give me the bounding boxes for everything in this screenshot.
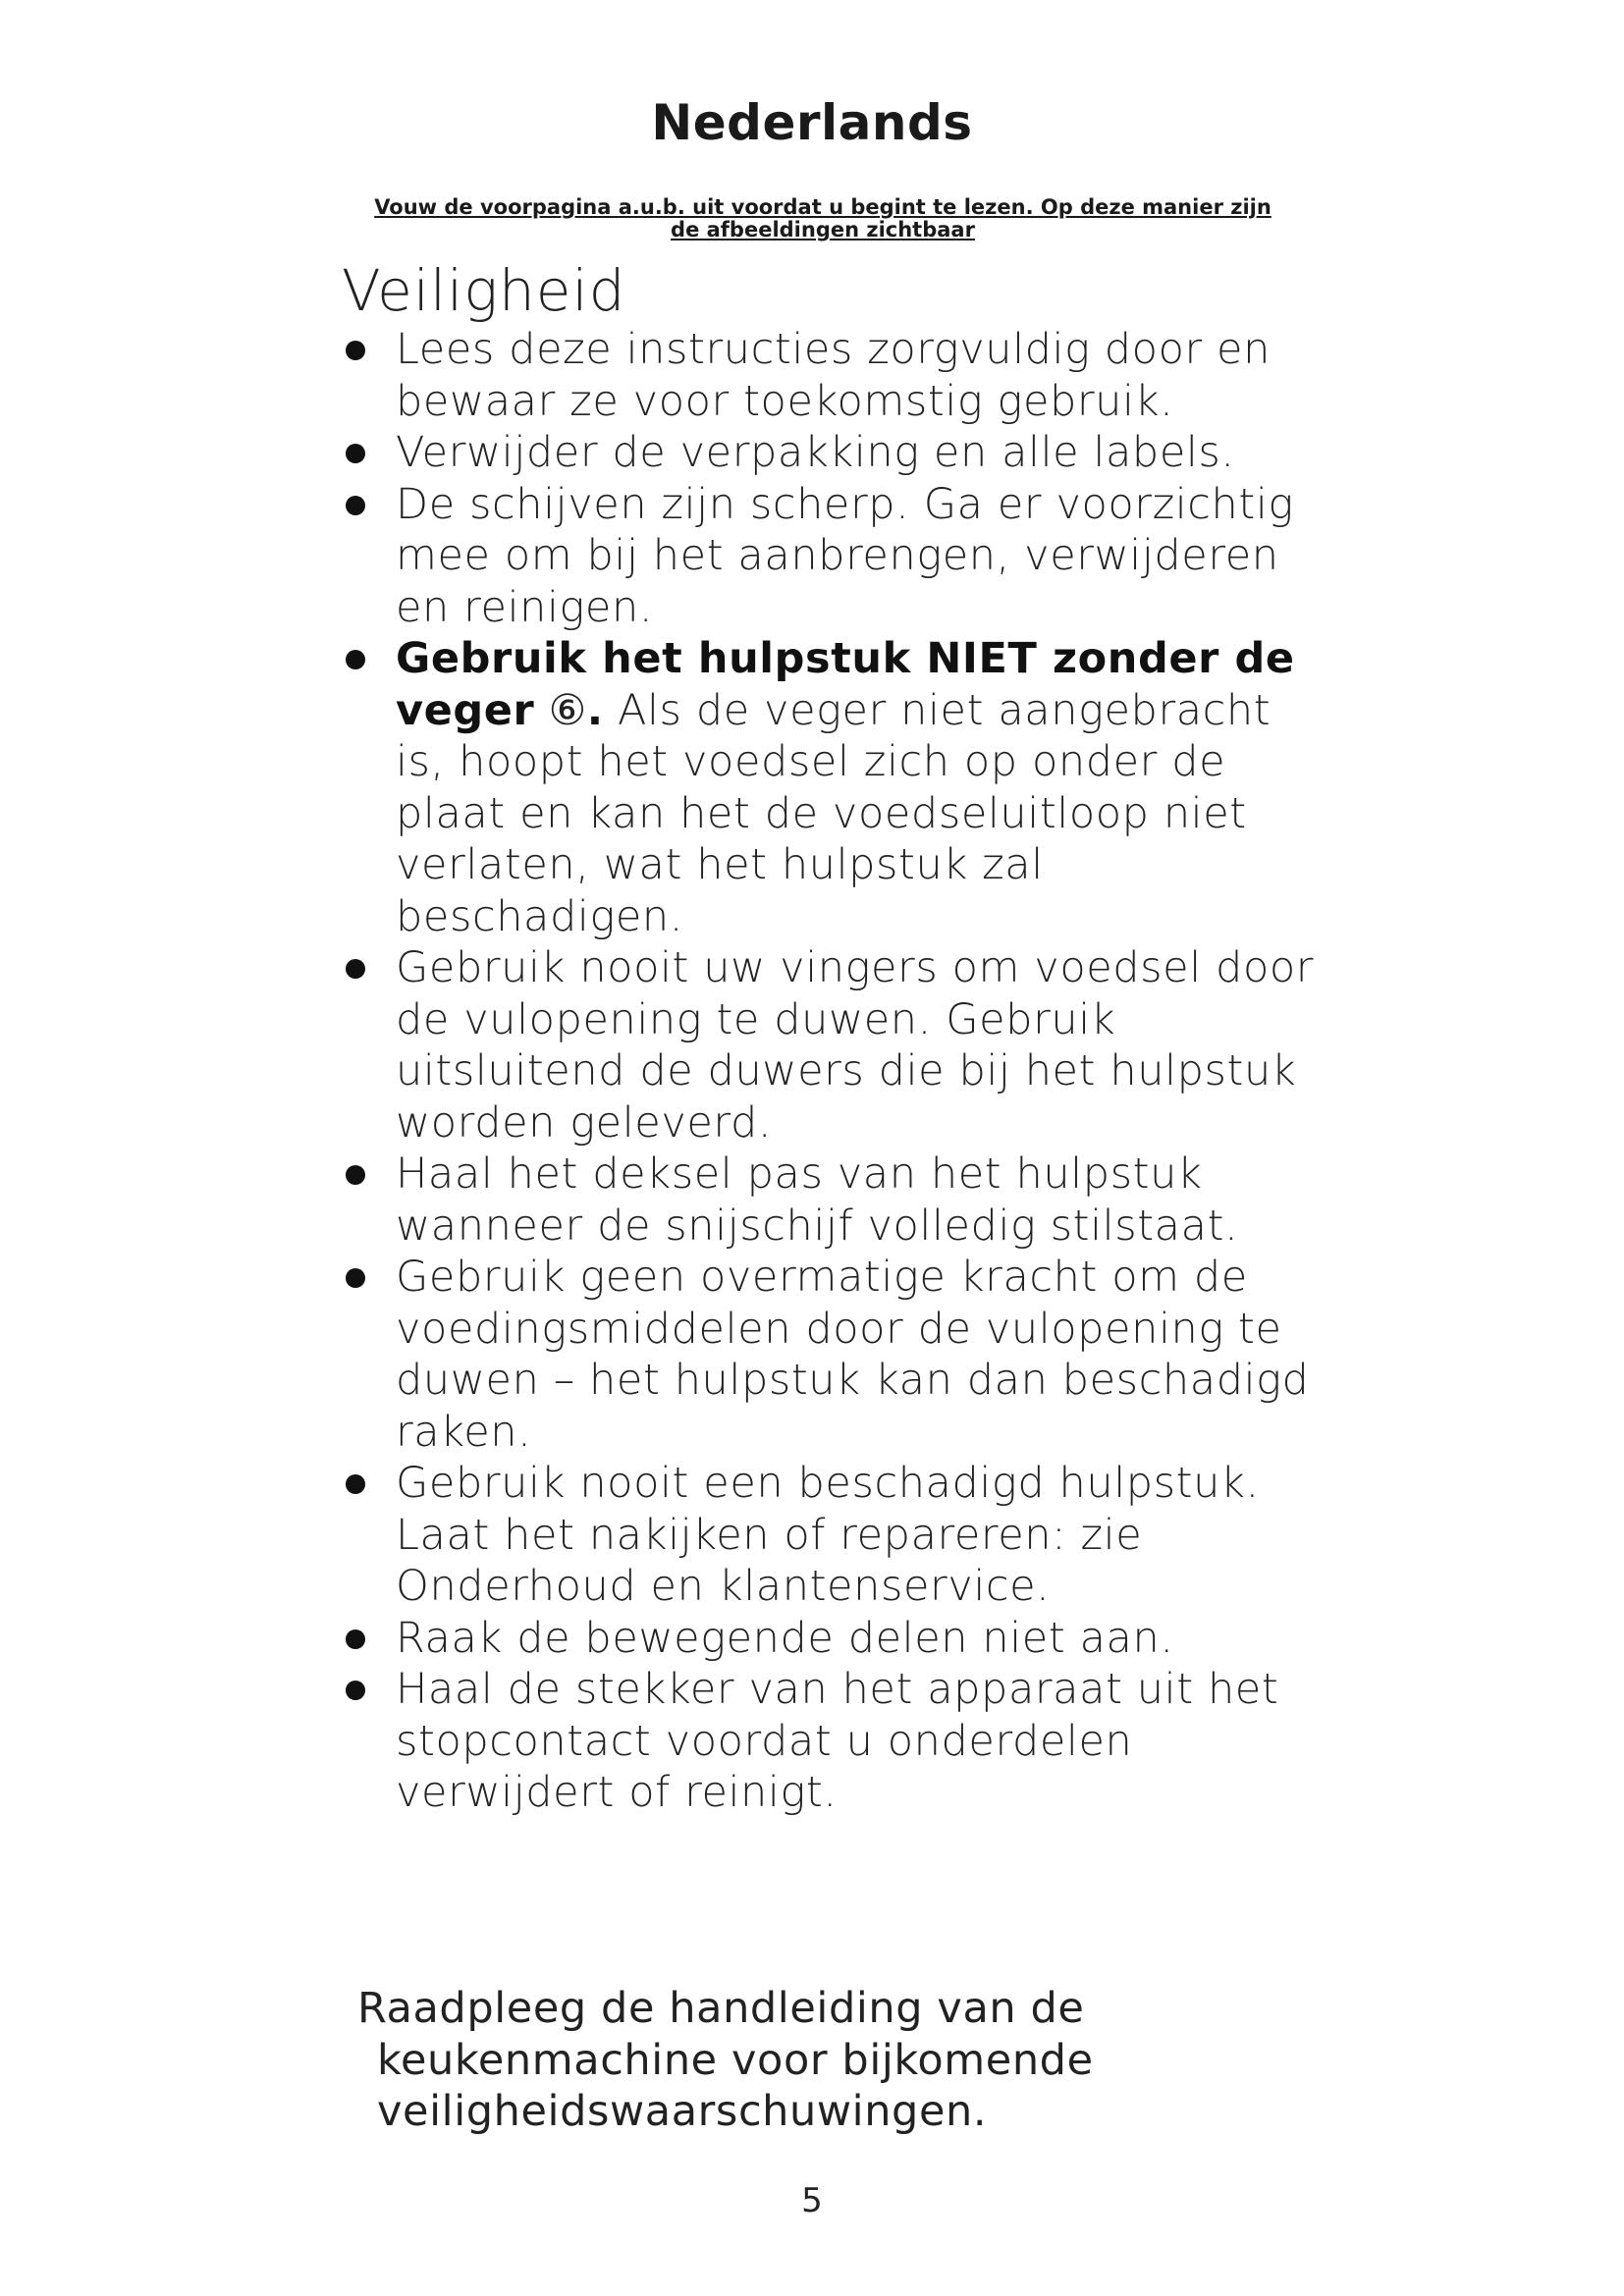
section-heading-safety: Veiligheid: [342, 257, 626, 324]
bullet-icon: [346, 1681, 365, 1700]
list-item: [342, 942, 1324, 1148]
bullet-icon: [346, 959, 365, 979]
list-item: [342, 1148, 1324, 1252]
warning-bold-period: .: [586, 685, 604, 735]
fold-out-notice: Vouw de voorpagina a.u.b. uit voordat u begint te lezen. Op deze manier zijn de afbeeldingen zichtbaar: [374, 195, 1272, 241]
safety-list: [342, 324, 1324, 1819]
list-item-text: Gebruik nooit uw vingers om voedsel door de vulopening te duwen. Gebruik uitsluitend de duwers die bij het hulpstuk worden geleverd.: [396, 943, 1315, 1148]
bullet-icon: [346, 341, 365, 360]
list-item: [342, 1458, 1324, 1613]
bullet-icon: [346, 1474, 365, 1494]
list-item-text: Haal het deksel pas van het hulpstuk wanneer de snijschijf volledig stilstaat.: [396, 1149, 1239, 1251]
list-item: [342, 427, 1324, 479]
list-item: [342, 479, 1324, 634]
list-item: [342, 1252, 1324, 1458]
list-item: [342, 1664, 1324, 1819]
list-item-warning: [342, 633, 1324, 942]
list-item-text: Verwijder de verpakking en alle labels.: [396, 428, 1235, 477]
list-item-text: De schijven zijn scherp. Ga er voorzichtig mee om bij het aanbrengen, verwijderen en reinigen.: [396, 479, 1294, 632]
list-item: [342, 324, 1324, 427]
list-item-text: Gebruik nooit een beschadigd hulpstuk. Laat het nakijken of repareren: zie Onderhoud en klantenservice.: [396, 1459, 1260, 1611]
warning-bold-text: Gebruik het hulpstuk NIET zonder de veger: [396, 634, 1295, 735]
bullet-icon: [346, 444, 365, 463]
page-number: 5: [801, 2181, 823, 2220]
list-item-text: Raak de bewegende delen niet aan.: [396, 1613, 1174, 1663]
list-item-text: Gebruik geen overmatige kracht om de voedingsmiddelen door de vulopening te duwen – het hulpstuk kan dan beschadigd raken.: [396, 1253, 1310, 1457]
circled-number-icon: ⑥: [548, 685, 587, 735]
bullet-icon: [346, 650, 365, 669]
bullet-icon: [346, 1165, 365, 1185]
page-title: Nederlands: [651, 94, 973, 151]
list-item: [342, 1613, 1324, 1665]
additional-safety-note: Raadpleeg de handleiding van de keukenmachine voor bijkomende veiligheidswaarschuwingen.: [357, 1984, 1094, 2136]
bullet-icon: [346, 1268, 365, 1288]
list-item-text: Lees deze instructies zorgvuldig door en bewaar ze voor toekomstig gebruik.: [396, 325, 1271, 426]
list-item-text: Haal de stekker van het apparaat uit het stopcontact voordat u onderdelen verwijdert of reinigt.: [396, 1665, 1279, 1817]
warning-rest-text: Als de veger niet aangebracht is, hoopt het voedsel zich op onder de plaat en kan het de voedseluitloop niet verlaten, wat het hulpstuk zal beschadigen.: [396, 685, 1272, 941]
bullet-icon: [346, 496, 365, 515]
bullet-icon: [346, 1629, 365, 1649]
